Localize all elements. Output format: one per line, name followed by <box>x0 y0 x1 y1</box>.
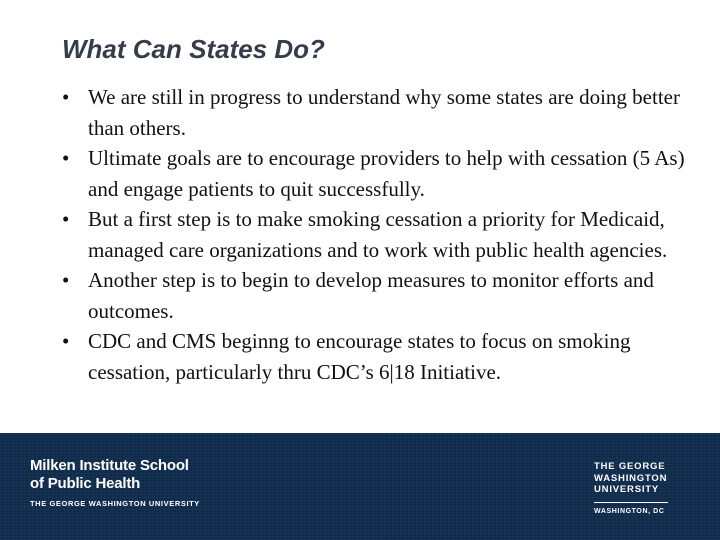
gw-logo-line1: THE GEORGE <box>594 461 666 472</box>
gw-logo-line2: WASHINGTON <box>594 472 668 484</box>
bullet-item <box>62 204 702 265</box>
footer-banner <box>0 433 720 540</box>
bullet-marker: • <box>62 85 70 109</box>
bullet-item <box>62 143 702 204</box>
slide-title: What Can States Do? <box>62 34 325 64</box>
bullet-marker: • <box>62 207 70 231</box>
bullet-item <box>62 326 702 387</box>
school-logo-line2: of Public Health <box>30 475 141 492</box>
bullet-text: But a first step is to make smoking cessation a priority for Medicaid, managed care organizations and to work with public health agencies. <box>88 207 668 262</box>
gw-logo-subtitle: WASHINGTON, DC <box>594 507 665 515</box>
bullet-list <box>62 82 702 387</box>
bullet-text: Another step is to begin to develop measures to monitor efforts and outcomes. <box>88 268 654 323</box>
milken-school-logo <box>30 457 200 508</box>
gw-logo-line3: UNIVERSITY <box>594 484 660 495</box>
bullet-marker: • <box>62 329 70 353</box>
bullet-text: Ultimate goals are to encourage providers to help with cessation (5 As) and engage patients to quit successfully. <box>88 146 685 201</box>
bullet-item <box>62 265 702 326</box>
bullet-marker: • <box>62 146 70 170</box>
bullet-text: CDC and CMS beginng to encourage states to focus on smoking cessation, particularly thru CDC’s 6|18 Initiative. <box>88 329 631 384</box>
bullet-text: We are still in progress to understand why some states are doing better than others. <box>88 85 680 140</box>
school-logo-line1: Milken Institute School <box>30 457 189 474</box>
bullet-item <box>62 82 702 143</box>
school-logo-subtitle: THE GEORGE WASHINGTON UNIVERSITY <box>30 499 200 508</box>
gw-university-logo <box>594 461 694 515</box>
gw-logo-divider <box>594 502 668 503</box>
bullet-marker: • <box>62 268 70 292</box>
